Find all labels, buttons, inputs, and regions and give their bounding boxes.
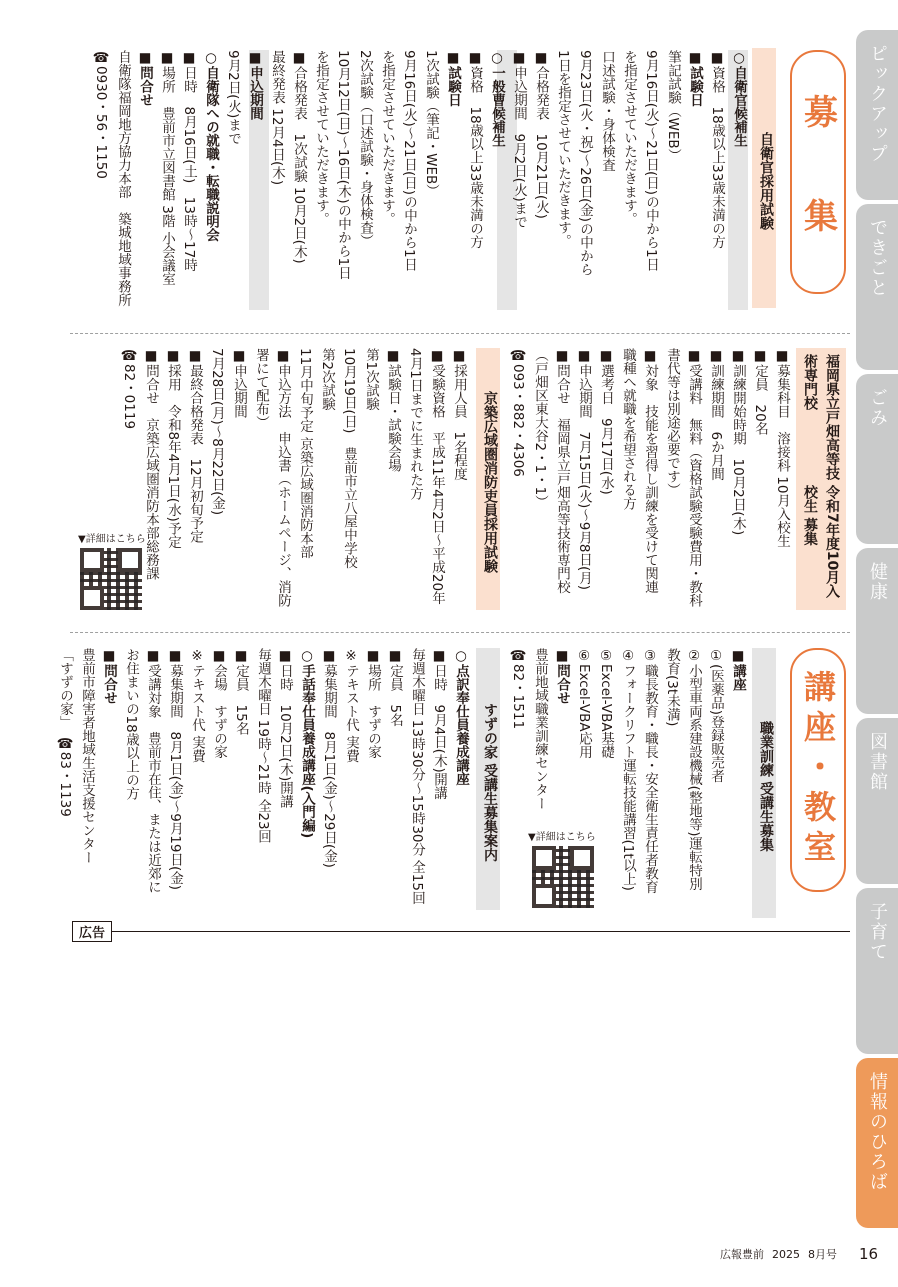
shokugyo-qr-code[interactable] [532,846,594,908]
jieikan-line: ■申込期間 9月2日(火)まで [511,50,527,229]
tab-gomi[interactable]: ごみ [856,374,898,544]
keichiku-qr-code[interactable] [80,548,142,610]
jieikan-line: 2次試験（口述試験・身体検査） [357,50,373,248]
keichiku-line: ■最終合格発表 12月初旬予定 [187,348,203,544]
tobata-line: ■申込期間 7月15日(火)～9月8日(月) [576,348,592,591]
shokugyo-line: ④フォークリフト運転技能講習(1t以上) [620,648,636,891]
shokugyo-header: 職業訓練 受講生募集 [752,648,776,918]
jieikan-line: 9月2日(火)まで [225,50,241,146]
suzunoie-line: ※テキスト代 実費 [189,648,205,763]
suzunoie-line: ■場所 すずの家 [365,648,381,759]
keichiku-line: 7月28日(月)～8月22日(金) [209,348,225,516]
keichiku-line: 第1次試験 [363,348,379,411]
tobata-header-line2: 令和7年度10月入校生 募集 [802,484,840,599]
keichiku-line: ☎82・0119 [121,348,137,430]
suzunoie-line: ○手話奉仕員養成講座(入門編) [299,648,315,839]
ad-label: 広告 [72,921,112,942]
suzunoie-line: 毎週木曜日 19時～21時 全23回 [255,648,271,844]
tobata-line: ■選考日 9月17日(水) [598,348,614,495]
page-footer [720,1245,880,1263]
jieikan-body [93,50,750,320]
keichiku-body [121,348,470,628]
tobata-header-line1: 福岡県立戸畑高等技術専門校 [802,354,840,480]
shokugyo-line: 豊前地域職業訓練センター [532,648,548,810]
shokugyo-line: ⑥Excel-VBA応用 [576,648,592,759]
keichiku-line: 10月19日(日) 豊前市立八屋中学校 [341,348,357,569]
jieikan-line: ○自衛官候補生 [731,50,747,147]
shokugyo-line: ☎82・1511 [510,648,526,730]
suzunoie-line: ■問合せ [101,648,117,705]
keichiku-line: 第2次試験 [319,348,335,411]
shokugyo-qr-note: ▼詳細はこちら [528,832,596,843]
jieikan-line: 9月16日(火)～21日(日)の中から1日 [401,50,417,272]
tobata-header [796,348,846,610]
tab-kenko[interactable]: 健康 [856,548,898,714]
keichiku-line: ■採用 令和8年4月1日(水)予定 [165,348,181,549]
jieikan-line: 9月23日(火・祝)～26日(金)の中から [577,50,593,277]
tobata-line: ■定員 20名 [752,348,768,436]
jieikan-line: を指定させていただきます。 [379,50,395,226]
shokugyo-line: ③職長教育・職長・安全衛生責任者教育 [642,648,658,894]
tobata-body [508,348,793,618]
jieikan-line: 筆記試験（WEB） [665,50,681,163]
suzunoie-line: ■募集期間 8月1日(金)～9月19日(金) [167,648,183,891]
suzunoie-line: 豊前市障害者地域生活支援センター [79,648,95,864]
jieikan-line: 10月12日(日)～16日(木)の中から1日 [335,50,351,280]
publication-month: 8月号 [808,1248,837,1261]
jieikan-line: ○一般曹候補生 [489,50,505,147]
jieikan-line: 最終発表 12月4日(木) [269,50,285,186]
suzunoie-body [57,648,472,918]
jieikan-line: ■場所 豊前市立図書館 3階 小会議室 [159,50,175,286]
shokugyo-line: ⑤Excel-VBA基礎 [598,648,614,759]
suzunoie-line: ○点訳奉仕員養成講座 [453,648,469,786]
shokugyo-line: ②小型車両系建設機械(整地等)運転特別 [686,648,702,891]
jieikan-line: 1次試験（筆記・WEB） [423,50,439,198]
jieikan-line: ■日時 8月16日(土) 13時～17時 [181,50,197,272]
suzunoie-line: 「すずの家」 ☎83・1139 [57,648,73,817]
suzunoie-line: 毎週木曜日 13時30分～15時30分 全15回 [409,648,425,905]
jieikan-line: 1日を指定させていただきます。 [555,50,571,248]
jieikan-line: を指定させていただきます。 [313,50,329,226]
jieikan-line: ■試験日 [687,50,703,107]
koza-section-title: 講座・教室 [790,648,846,892]
tab-pickup[interactable]: ピックアップ [856,30,898,200]
jieikan-line: ■合格発表 10月21日(火) [533,50,549,219]
publication-year: 2025 [772,1247,800,1261]
jieikan-line: ○自衛隊への就職・転職説明会 [203,50,219,242]
keichiku-qr-note: ▼詳細はこちら [78,534,146,545]
divider-2 [70,632,850,633]
jieikan-line: 自衛隊福岡地方協力本部 築城地域事務所 [115,50,131,307]
tobata-line: ☎093・882・4306 [510,348,526,477]
suzunoie-line: ※テキスト代 実費 [343,648,359,763]
tobata-line: ■募集科目 溶接科 10月入校生 [774,348,790,548]
jieikan-line: 9月16日(火)～21日(日)の中から1日 [643,50,659,272]
suzunoie-line: お住まいの18歳以上の方 [123,648,139,801]
divider-1 [70,333,850,334]
tab-toshokan[interactable]: 図書館 [856,718,898,884]
tab-joho-no-hiroba[interactable]: 情報のひろば [856,1058,898,1228]
tobata-line: 職種へ就職を希望される方 [620,348,636,510]
suzunoie-line: ■会場 すずの家 [211,648,227,759]
keichiku-header: 京築広域圏消防吏員採用試験 [476,348,500,610]
jieikan-line: ☎0930・56・1150 [93,50,109,179]
side-tab-nav [852,0,898,1240]
tobata-line: （戸畑区東大谷2・1・1） [532,348,548,509]
boshu-section-title: 募 集 [790,50,846,294]
tobata-line: ■訓練開始時期 10月2日(木) [730,348,746,536]
keichiku-line: ■申込期間 [231,348,247,418]
jieikan-line: 口述試験・身体検査 [599,50,615,172]
jieikan-line: ■資格 18歳以上33歳未満の方 [467,50,483,249]
keichiku-line: 署にて配布） [253,348,269,429]
keichiku-line: ■問合せ 京築広域圏消防本部総務課 [143,348,159,580]
jieikan-line: ■合格発表 1次試験 10月2日(木) [291,50,307,264]
keichiku-line: ■申込方法 申込書（ホームページ、消防 [275,348,291,607]
keichiku-line: ■試験日・試験会場 [385,348,401,472]
jieikan-header: 自衛官採用試験 [752,48,776,308]
jieikan-line: を指定させていただきます。 [621,50,637,226]
keichiku-line: ■受験資格 平成11年4月2日～平成20年 [429,348,445,605]
tobata-line: ■対象 技能を習得し訓練を受けて関連 [642,348,658,594]
jieikan-line: ■試験日 [445,50,461,107]
shokugyo-line: ■問合せ [554,648,570,705]
shokugyo-line: 教育(3t未満) [664,648,680,727]
tobata-line: ■訓練期間 6か月間 [708,348,724,481]
tobata-line: 書代等は別途必要です） [664,348,680,497]
jieikan-line: ■問合せ [137,50,153,107]
shokugyo-line: ①(医薬品)登録販売者 [708,648,724,783]
suzunoie-line: ■日時 10月2日(木)開講 [277,648,293,809]
tobata-line: ■受講料 無料（資格試験受験費用・教科 [686,348,702,607]
ad-divider [72,931,850,932]
keichiku-line: 4月1日までに生まれた方 [407,348,423,501]
suzunoie-line: ■定員 5名 [387,648,403,727]
suzunoie-line: ■定員 15名 [233,648,249,736]
shokugyo-line: ■講座 [730,648,746,691]
jieikan-line: ■申込期間 [247,50,263,120]
tab-dekigoto[interactable]: できごと [856,204,898,370]
keichiku-line: ■採用人員 1名程度 [451,348,467,481]
tab-kosodate[interactable]: 子育て [856,888,898,1054]
suzunoie-line: ■受講対象 豊前市在住、または近郊に [145,648,161,894]
page-number: 16 [859,1245,879,1263]
suzunoie-header: すずの家 受講生募集案内 [476,648,500,910]
suzunoie-line: ■募集期間 8月1日(金)～29日(金) [321,648,337,868]
publication-name: 広報豊前 [720,1248,764,1261]
tobata-line: ■問合せ 福岡県立戸畑高等技術専門校 [554,348,570,594]
suzunoie-line: ■日時 9月4日(木)開講 [431,648,447,800]
jieikan-line: ■資格 18歳以上33歳未満の方 [709,50,725,249]
keichiku-line: 11月中旬予定 京築広域圏消防本部 [297,348,313,559]
